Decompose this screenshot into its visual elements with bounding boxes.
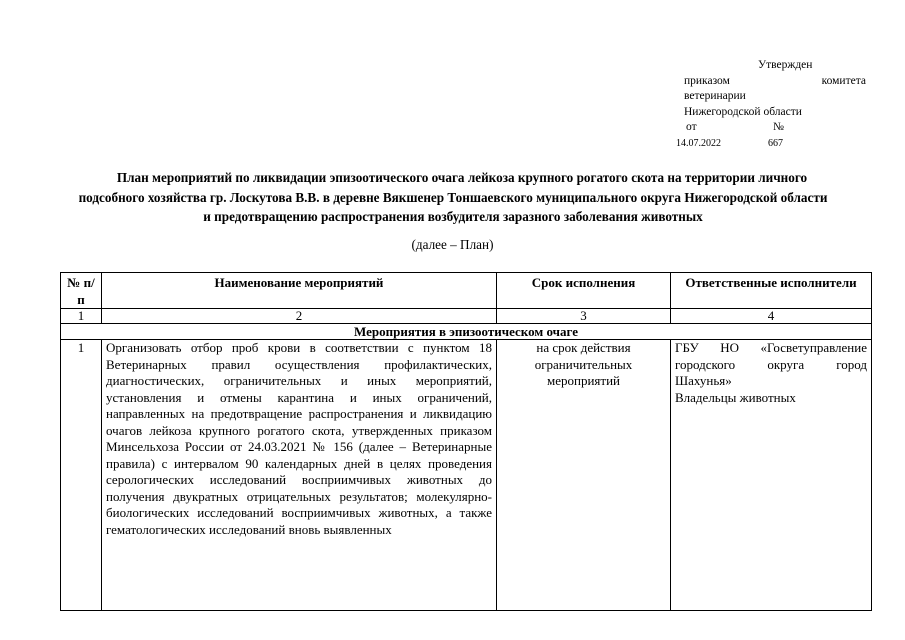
row-number: 1 (61, 340, 102, 611)
row-responsible-org: ГБУ НО «Госветуправление городского округа город Шахунья» (675, 340, 867, 388)
column-index-4: 4 (671, 309, 872, 324)
approval-order-word: приказом (684, 74, 730, 87)
approval-stamp (676, 58, 866, 151)
header-term: Срок исполнения (497, 273, 671, 309)
row-term: на срок действия ограничительных мероприятий (497, 340, 671, 611)
column-index-1: 1 (61, 309, 102, 324)
approval-labels (676, 120, 866, 136)
header-responsible: Ответственные исполнители (671, 273, 872, 309)
approval-number-label: № (773, 121, 784, 133)
approval-date: 14.07.2022 (676, 137, 721, 149)
approval-date-number (676, 136, 866, 152)
approval-committee-word: комитета (821, 74, 866, 87)
header-activity: Наименование мероприятий (102, 273, 497, 309)
row-responsible-owners: Владельцы животных (675, 389, 796, 405)
document-subtitle: (далее – План) (411, 237, 494, 252)
row-activity (102, 340, 497, 611)
plan-table (60, 272, 872, 611)
approval-from-label: от (686, 121, 697, 133)
table-header-row (61, 273, 872, 309)
document-title (78, 168, 828, 227)
column-number-row (61, 309, 872, 324)
approval-line-3: Нижегородской области (684, 105, 802, 118)
column-index-2: 2 (102, 309, 497, 324)
column-index-3: 3 (497, 309, 671, 324)
document-title-text: План мероприятий по ликвидации эпизоотического очага лейкоза крупного рогатого скота на территории личного подсобного хозяйства гр. Лоскутова В.В. в деревне Вякшенер Тоншаевского муниципального округа Нижегородской области и предотвращению распространения возбудителя заразного заболевания животных (78, 170, 828, 224)
approval-title: Утвержден (758, 59, 813, 71)
approval-number: 667 (768, 137, 783, 149)
table-row (61, 340, 872, 611)
approval-line-2: ветеринарии (684, 90, 746, 102)
approval-line-1 (676, 74, 866, 90)
section-title: Мероприятия в эпизоотическом очаге (61, 324, 872, 340)
section-row (61, 324, 872, 340)
row-activity-text: Организовать отбор проб крови в соответствии с пунктом 18 Ветеринарных правил осуществления профилактических, диагностических, ограничительных и иных мероприятий, установления и отмены карантина и иных ограничений, направленных на предотвращение распространения и ликвидацию очагов лейкоза крупного рогатого скота, утвержденных приказом Минсельхоза России от 24.03.2021 № 156 (далее – Ветеринарные правила) с интервалом 90 календарных дней в целях проведения серологических исследований восприимчивых животных до получения двукратных отрицательных результатов; молекулярно-биологических исследований восприимчивых животных, а также гематологических исследований вновь выявленных (106, 340, 492, 537)
row-responsible (671, 340, 872, 611)
header-number: № п/п (61, 273, 102, 309)
